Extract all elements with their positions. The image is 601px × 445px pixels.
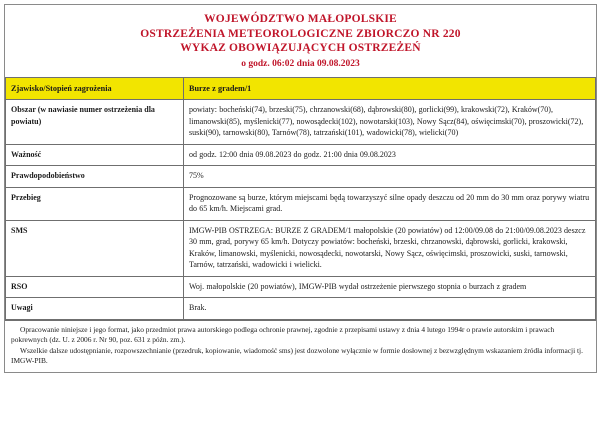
row-value-sms: IMGW-PIB OSTRZEGA: BURZE Z GRADEM/1 małopolskie (20 powiatów) od 12:00/09.08 do 21:00/09.08.2023 deszcz 30 mm, grad, porywy 65 km/h. Dotyczy powiatów: bocheński, brzeski, chrzanowski, dąbrowski, gorlicki, krakowski, Kraków, limanowski, myślenicki, nowosądecki, nowotarski, Nowy Sącz, oświęcimski, proszowicki, suski, tarnowski, Tarnów, tatrzański, wadowicki i wielicki.: [184, 220, 596, 276]
row-value-remarks: Brak.: [184, 298, 596, 320]
copyright-footer: [5, 320, 596, 372]
table-row: [6, 144, 596, 166]
warning-table: [5, 77, 596, 320]
header-issue-time: o godz. 06:02 dnia 09.08.2023: [241, 58, 360, 69]
row-value-area: powiaty: bocheński(74), brzeski(75), chrzanowski(68), dąbrowski(80), gorlicki(99), krakowski(72), Kraków(70), limanowski(85), myślenicki(77), nowosądecki(102), nowotarski(103), Nowy Sącz(84), oświęcimski(70), proszowicki(72), suski(90), tarnowski(80), Tarnów(78), tatrzański(101), wadowicki(78), wielicki(70): [184, 100, 596, 145]
footer-redistribution-text: Wszelkie dalsze udostępnianie, rozpowszechnianie (przedruk, kopiowanie, wiadomość sms) jest dozwolone wyłącznie w formie dosłownej z bezwzględnym wskazaniem źródła informacji tj. IMGW-PIB.: [11, 345, 583, 366]
document-header: [5, 5, 596, 77]
table-row: [6, 77, 596, 100]
header-voivodeship: WOJEWÓDZTWO MAŁOPOLSKIE: [204, 13, 397, 25]
footer-copyright-text: Opracowanie niniejsze i jego format, jako przedmiot prawa autorskiego podlega ochronie prawnej, zgodnie z przepisami ustawy z dnia 4 lutego 1994r o prawie autorskim i prawach pokrewnych (dz. U. z 2006 r. Nr 90, poz. 631 z późn. zm.).: [11, 324, 555, 344]
table-row: [6, 220, 596, 276]
row-label-probability: Prawdopodobieństwo: [6, 166, 184, 188]
table-row: [6, 187, 596, 220]
header-subtitle: WYKAZ OBOWIĄZUJĄCYCH OSTRZEŻEŃ: [180, 42, 421, 54]
row-label-rso: RSO: [6, 276, 184, 298]
header-warning-number: OSTRZEŻENIA METEOROLOGICZNE ZBIORCZO NR 220: [140, 27, 461, 40]
row-label-area: Obszar (w nawiasie numer ostrzeżenia dla powiatu): [6, 100, 184, 145]
row-value-rso: Woj. małopolskie (20 powiatów), IMGW-PIB wydał ostrzeżenie pierwszego stopnia o burzach z gradem: [184, 276, 596, 298]
row-value-probability: 75%: [184, 166, 596, 188]
table-row: [6, 298, 596, 320]
row-label-sms: SMS: [6, 220, 184, 276]
table-row: [6, 100, 596, 145]
row-value-phenomenon: Burze z gradem/1: [184, 77, 596, 100]
row-label-validity: Ważność: [6, 144, 184, 166]
row-label-phenomenon: Zjawisko/Stopień zagrożenia: [6, 77, 184, 100]
table-row: [6, 276, 596, 298]
row-label-course: Przebieg: [6, 187, 184, 220]
table-row: [6, 166, 596, 188]
row-value-course: Prognozowane są burze, którym miejscami będą towarzyszyć silne opady deszczu od 20 mm do 30 mm oraz porywy wiatru do 65 km/h. Miejscami grad.: [184, 187, 596, 220]
row-label-remarks: Uwagi: [6, 298, 184, 320]
row-value-validity: od godz. 12:00 dnia 09.08.2023 do godz. 21:00 dnia 09.08.2023: [184, 144, 596, 166]
warning-document: [4, 4, 597, 373]
